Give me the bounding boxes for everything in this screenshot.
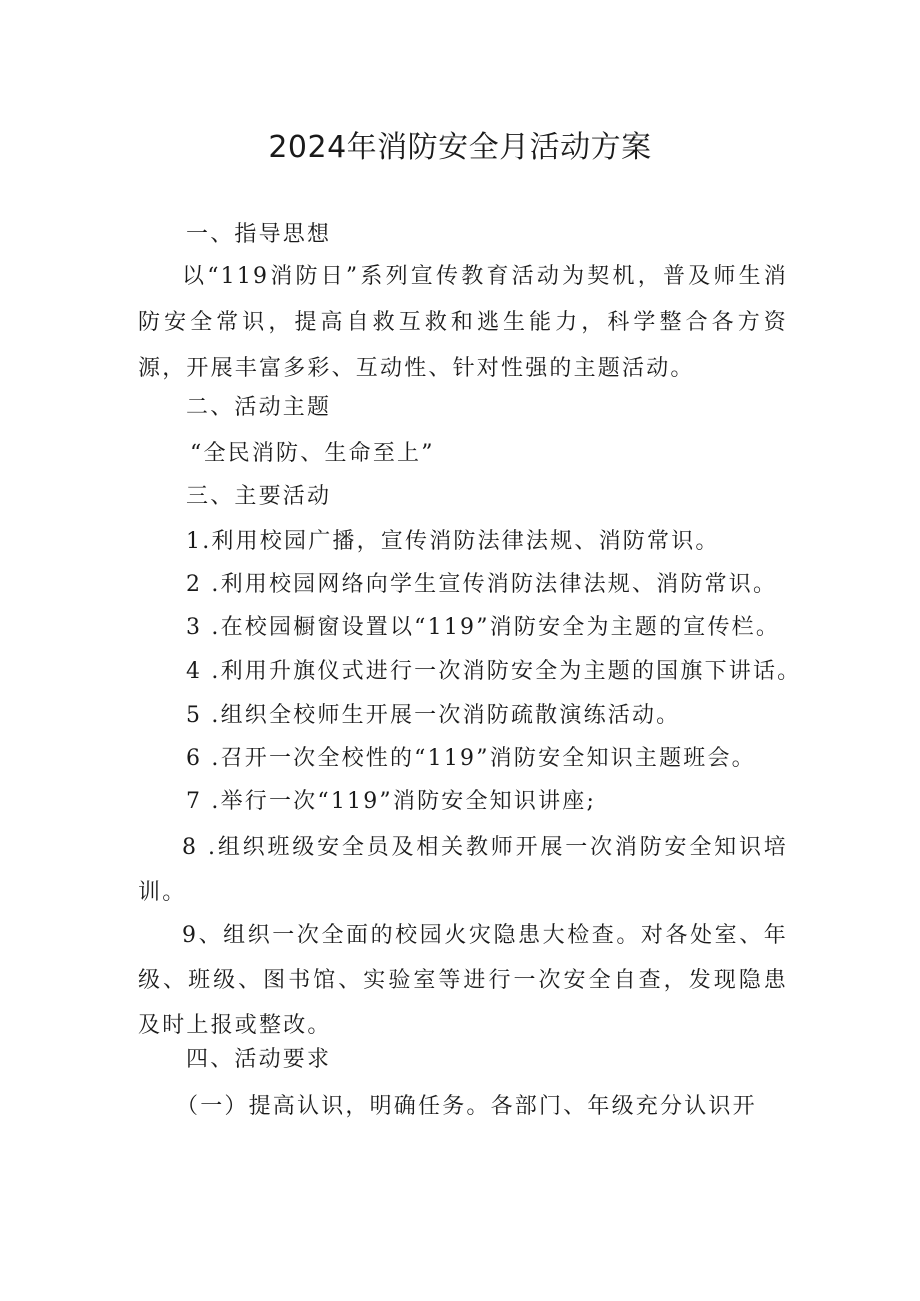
section-heading-guiding-ideology: 一、指导思想 bbox=[186, 222, 332, 247]
activity-item: 7 .举行一次“119”消防安全知识讲座; bbox=[186, 789, 597, 814]
activity-item: 1.利用校园广播，宣传消防法律法规、消防常识。 bbox=[186, 529, 720, 554]
requirement-first-line: （一）提高认识，明确任务。各部门、年级充分认识开 bbox=[176, 1094, 757, 1119]
activity-item: 8 .组织班级安全员及相关教师开展一次消防安全知识培训。 bbox=[138, 835, 788, 905]
activity-item: 3 .在校园橱窗设置以“119”消防安全为主题的宣传栏。 bbox=[186, 615, 781, 640]
activity-item: 5 .组织全校师生开展一次消防疏散演练活动。 bbox=[186, 703, 681, 728]
section-heading-activity-theme: 二、活动主题 bbox=[186, 395, 332, 420]
activity-item: 2 .利用校园网络向学生宣传消防法律法规、消防常识。 bbox=[186, 572, 778, 597]
section-heading-main-activities: 三、主要活动 bbox=[186, 484, 332, 509]
section-body-guiding-ideology: 以“119消防日”系列宣传教育活动为契机，普及师生消防安全常识，提高自救互救和逃生能力，科学整合各方资源，开展丰富多彩、互动性、针对性强的主题活动。 bbox=[138, 264, 788, 381]
activity-item: 6 .召开一次全校性的“119”消防安全知识主题班会。 bbox=[186, 746, 756, 771]
activity-item: 4 .利用升旗仪式进行一次消防安全为主题的国旗下讲话。 bbox=[186, 659, 802, 684]
activity-theme-slogan: “全民消防、生命至上” bbox=[190, 441, 435, 466]
section-heading-activity-requirements: 四、活动要求 bbox=[186, 1047, 332, 1072]
document-title: 2024年消防安全月活动方案 bbox=[268, 130, 652, 165]
activity-item: 9、组织一次全面的校园火灾隐患大检查。对各处室、年级、班级、图书馆、实验室等进行一次安全自查，发现隐患及时上报或整改。 bbox=[138, 923, 788, 1038]
